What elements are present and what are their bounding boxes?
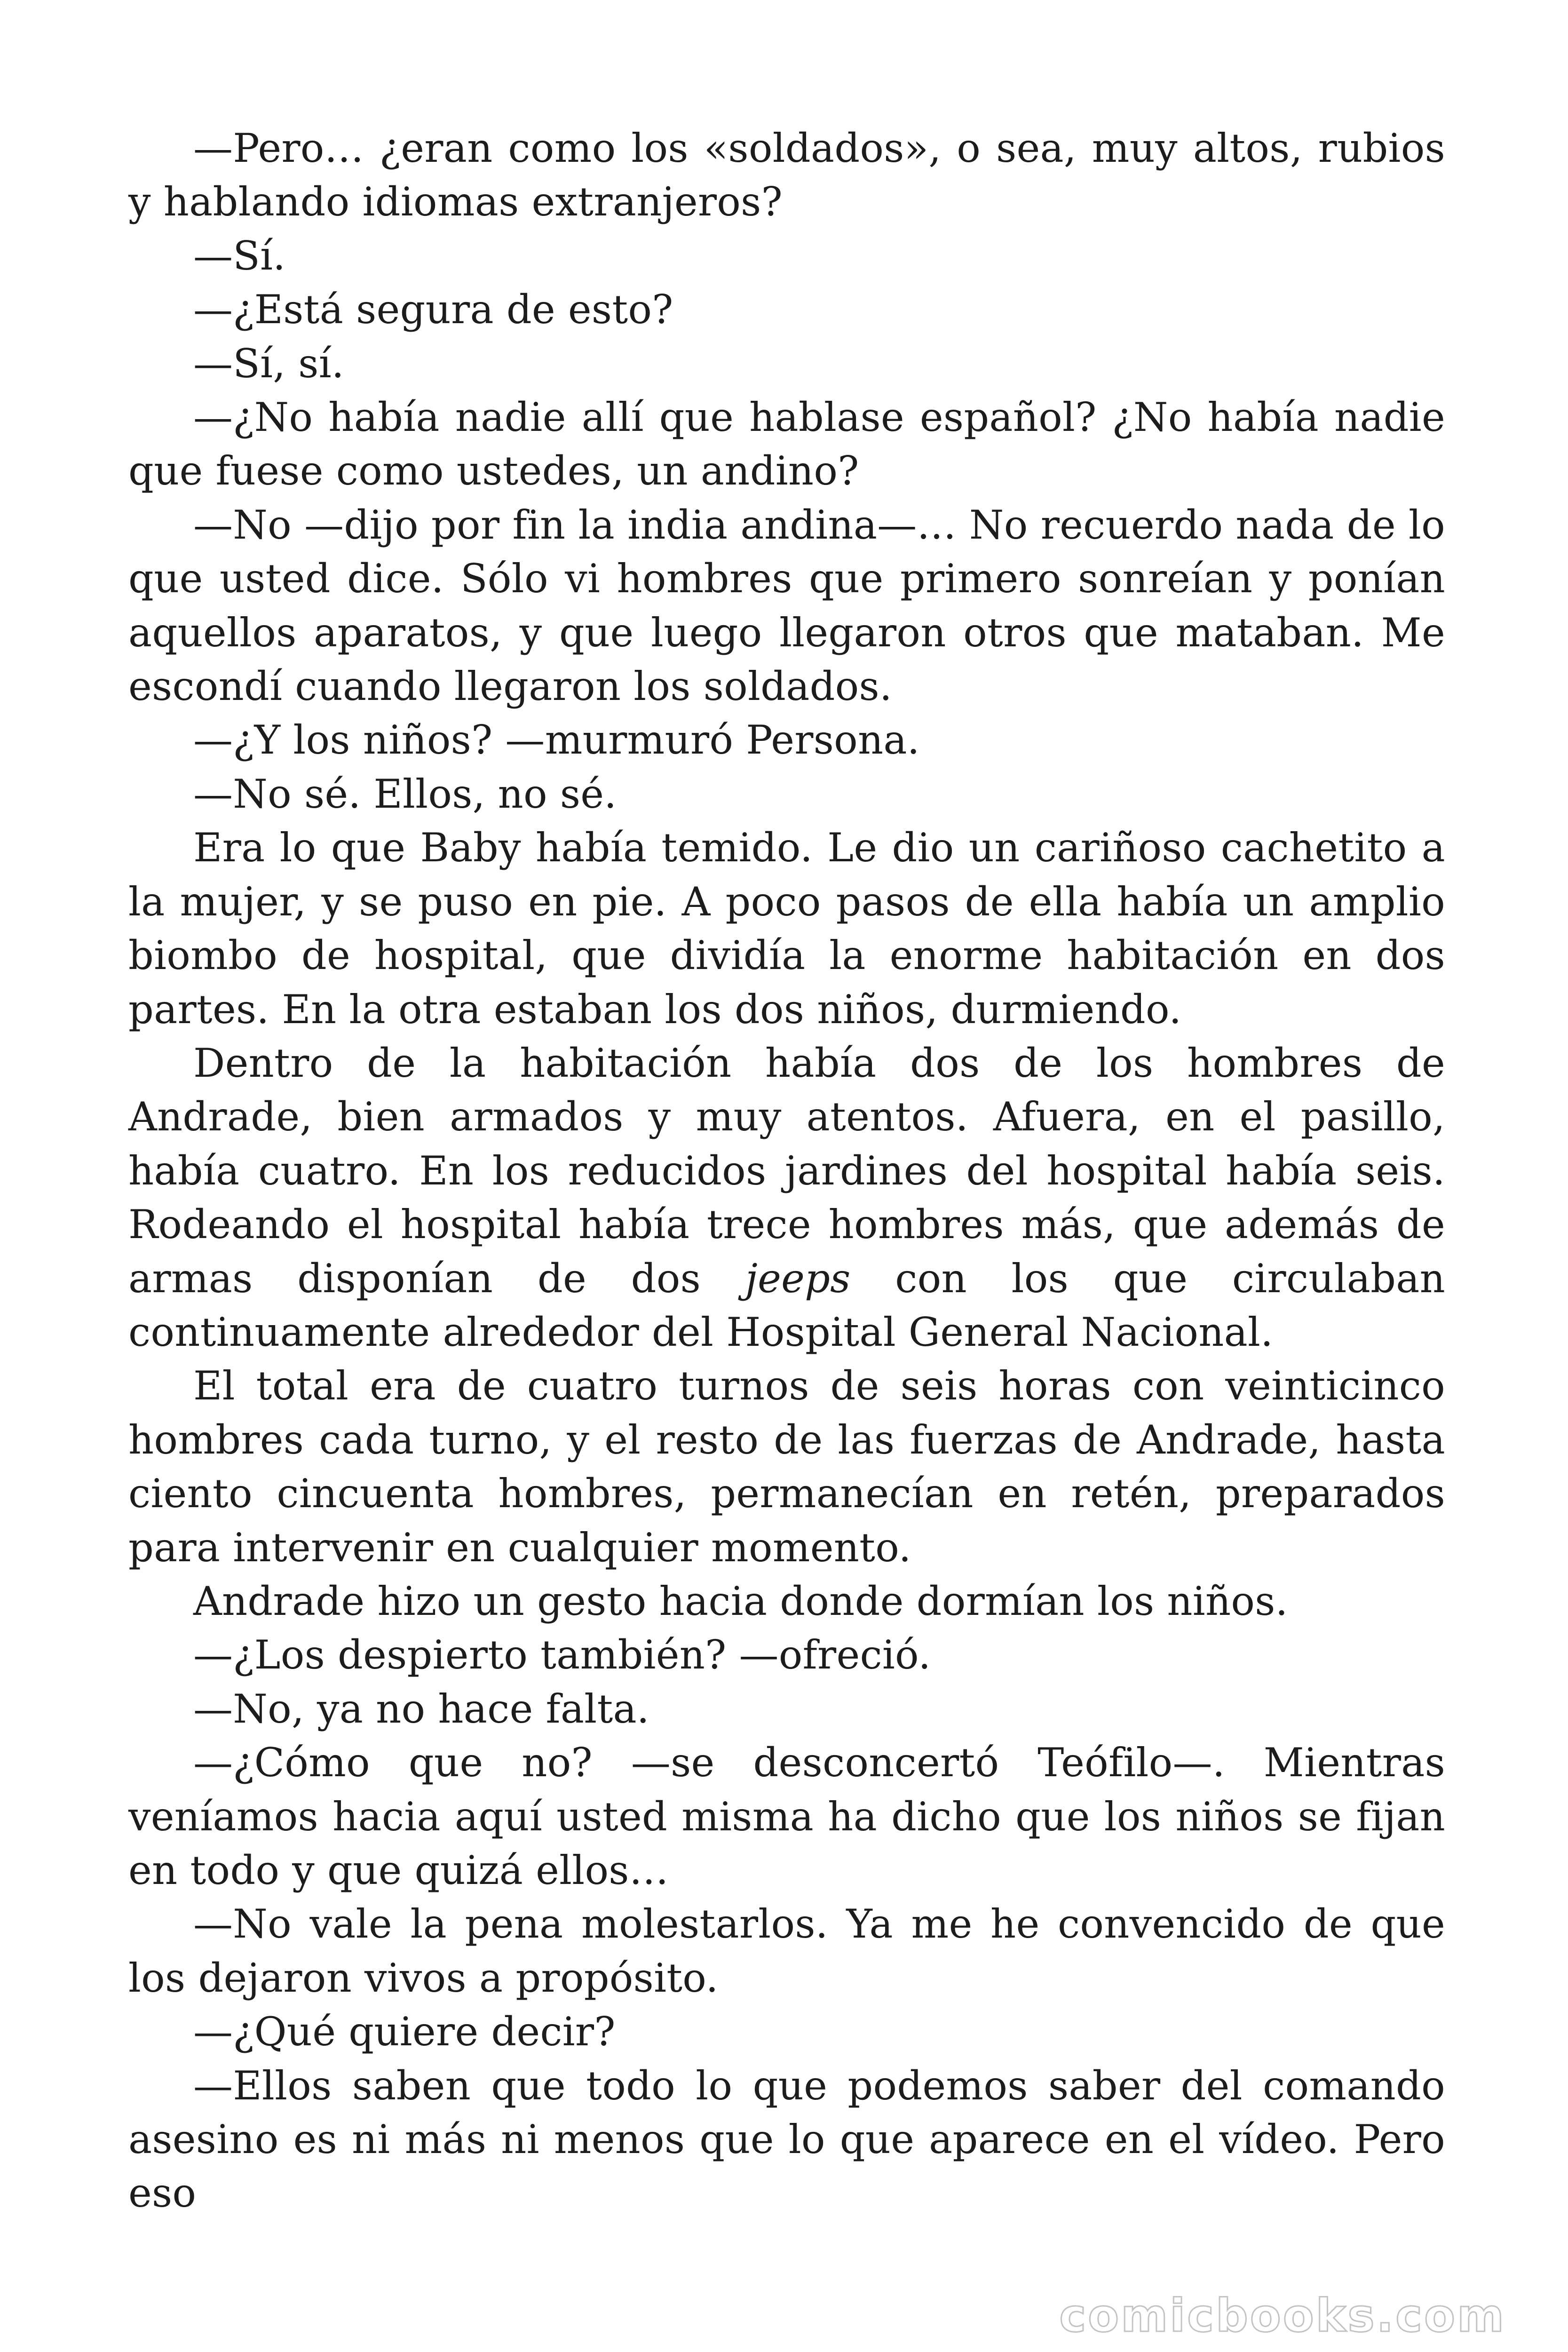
paragraph: —¿Está segura de esto? [193, 286, 673, 333]
paragraph: —Sí, sí. [193, 340, 344, 387]
paragraph: Andrade hizo un gesto hacia donde dormían los niños. [193, 1578, 1288, 1624]
paragraph: —Pero… ¿eran como los «soldados», o sea, muy altos, rubios y hablando idiomas extranjeros? [128, 125, 1445, 225]
paragraph: —¿Cómo que no? —se desconcertó Teófilo—. Mientras veníamos hacia aquí usted misma ha dicho que los niños se fijan en todo y que quizá ellos… [128, 1740, 1445, 1893]
watermark: comicbooks.com [1059, 2289, 1506, 2342]
paragraph: —Ellos saben que todo lo que podemos saber del comando asesino es ni más ni menos que lo que aparece en el vídeo. Pero eso [128, 2062, 1445, 2217]
paragraph: —No —dijo por fin la india andina—… No recuerdo nada de lo que usted dice. Sólo vi hombres que primero sonreían y ponían aquellos aparatos, y que luego llegaron otros que mataban. Me escondí cuando llegaron los soldados. [128, 501, 1445, 710]
paragraph: —¿Los despierto también? —ofreció. [193, 1632, 931, 1678]
paragraph: —No, ya no hace falta. [193, 1685, 649, 1732]
paragraph: —Sí. [193, 232, 286, 279]
book-page-text [128, 121, 1445, 2220]
paragraph: —No sé. Ellos, no sé. [193, 771, 617, 817]
paragraph: Dentro de la habitación había dos de los hombres de Andrade, bien armados y muy atentos. Afuera, en el pasillo, había cuatro. En los reducidos jardines del hospital había seis. Rodeando el hospital había trece hombres más, que además de armas disponían de dos jeeps con los que circulaban continuamente alrededor del Hospital General Nacional. [128, 1040, 1445, 1355]
paragraph: Era lo que Baby había temido. Le dio un cariñoso cachetito a la mujer, y se puso en pie. A poco pasos de ella había un amplio biombo de hospital, que dividía la enorme habitación en dos partes. En la otra estaban los dos niños, durmiendo. [128, 825, 1445, 1033]
paragraph: El total era de cuatro turnos de seis horas con veinticinco hombres cada turno, y el resto de las fuerzas de Andrade, hasta ciento cincuenta hombres, permanecían en retén, preparados para intervenir en cualquier momento. [128, 1363, 1445, 1571]
paragraph: —¿No había nadie allí que hablase español? ¿No había nadie que fuese como ustedes, un andino? [128, 394, 1445, 494]
paragraph: —¿Y los niños? —murmuró Persona. [193, 717, 920, 763]
paragraph: —No vale la pena molestarlos. Ya me he convencido de que los dejaron vivos a propósito. [128, 1901, 1445, 2001]
italic-word: jeeps [745, 1255, 851, 1302]
paragraph: —¿Qué quiere decir? [193, 2009, 616, 2055]
